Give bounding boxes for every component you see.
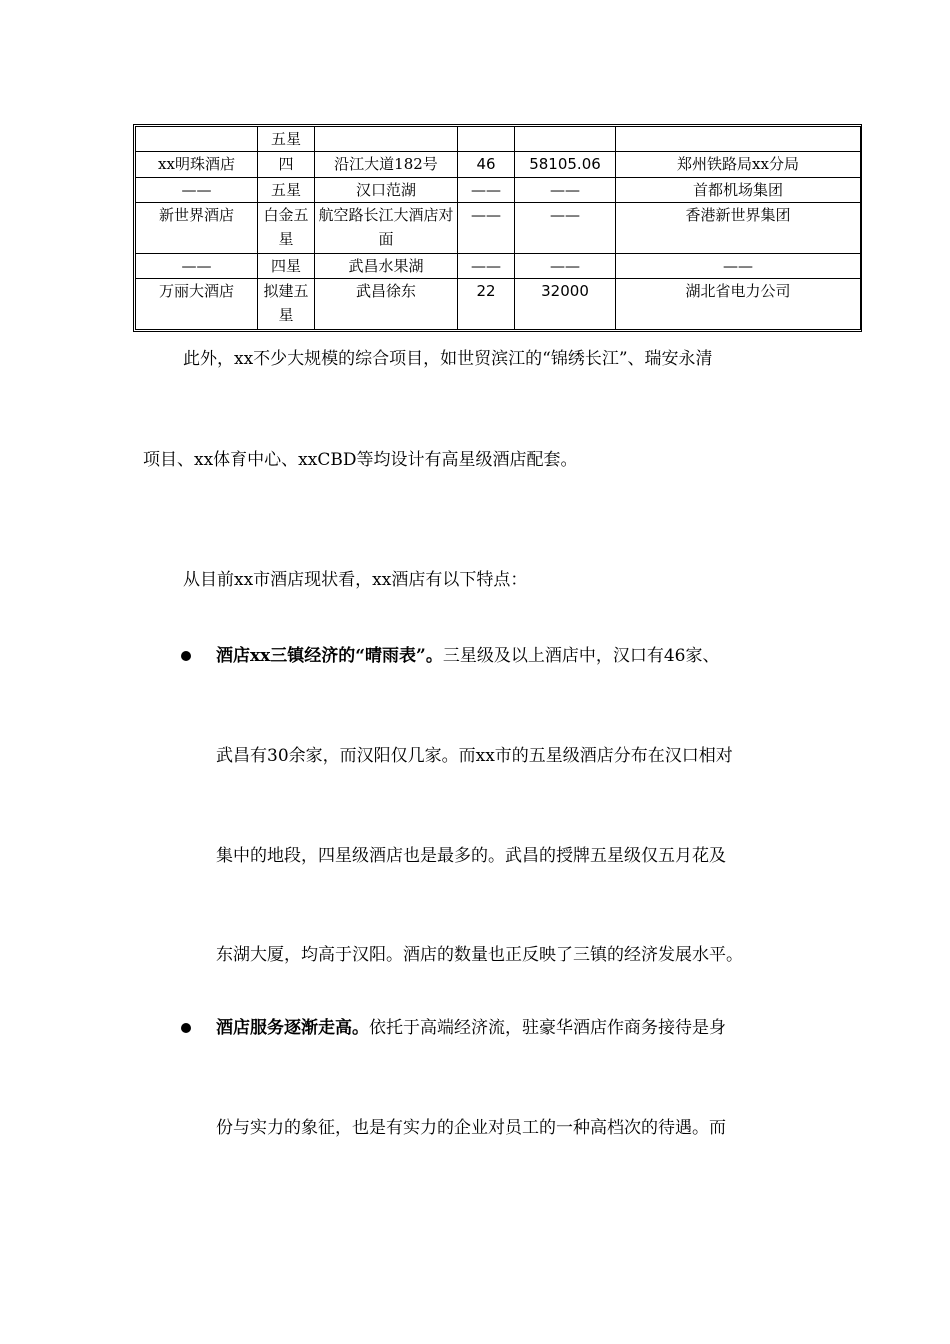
bullet-text: 武昌有30余家，而汉阳仅几家。而xx市的五星级酒店分布在汉口相对 <box>216 746 733 766</box>
bullet-item-line <box>216 645 719 667</box>
table-cell <box>515 127 616 152</box>
table-row <box>136 253 861 278</box>
table-cell: 拟建五星 <box>258 279 315 330</box>
bullet-text: 三星级及以上酒店中，汉口有46家、 <box>442 646 720 666</box>
table-cell: —— <box>515 177 616 202</box>
bullet-text: 东湖大厦，均高于汉阳。酒店的数量也正反映了三镇的经济发展水平。 <box>216 945 743 965</box>
hotel-table <box>135 126 861 330</box>
table-cell: —— <box>458 203 515 254</box>
paragraph-line: 从目前xx市酒店现状看，xx酒店有以下特点： <box>183 570 528 590</box>
table-row <box>136 127 861 152</box>
table-cell: —— <box>515 203 616 254</box>
table-cell: 沿江大道182号 <box>315 152 458 177</box>
table-cell <box>458 127 515 152</box>
table-row <box>136 279 861 330</box>
table-cell: 白金五星 <box>258 203 315 254</box>
table-cell: 五星 <box>258 177 315 202</box>
bullet-text: 份与实力的象征，也是有实力的企业对员工的一种高档次的待遇。而 <box>216 1118 726 1138</box>
table-cell <box>315 127 458 152</box>
table-cell: 22 <box>458 279 515 330</box>
table-cell: 汉口范湖 <box>315 177 458 202</box>
bullet-dot <box>181 651 191 661</box>
table-cell: —— <box>136 253 258 278</box>
bullet-item-line <box>216 1017 726 1039</box>
table-cell: 航空路长江大酒店对面 <box>315 203 458 254</box>
table-row <box>136 203 861 254</box>
table-cell: —— <box>515 253 616 278</box>
table-row <box>136 177 861 202</box>
table-cell: 郑州铁路局xx分局 <box>616 152 861 177</box>
table-cell: 新世界酒店 <box>136 203 258 254</box>
table-cell: 四星 <box>258 253 315 278</box>
paragraph-line: 此外，xx不少大规模的综合项目，如世贸滨江的“锦绣长江”、瑞安永清 <box>183 349 713 369</box>
bullet-heading: 酒店服务逐渐走高。 <box>216 1018 369 1038</box>
bullet-heading: 酒店xx三镇经济的“晴雨表”。 <box>216 646 443 666</box>
table-cell <box>136 127 258 152</box>
table-cell: —— <box>458 253 515 278</box>
table-cell: 香港新世界集团 <box>616 203 861 254</box>
table-cell <box>616 127 861 152</box>
table-cell: 首都机场集团 <box>616 177 861 202</box>
table-cell: —— <box>136 177 258 202</box>
bullet-text: 依托于高端经济流，驻豪华酒店作商务接待是身 <box>369 1018 726 1038</box>
bullet-text: 集中的地段，四星级酒店也是最多的。武昌的授牌五星级仅五月花及 <box>216 846 726 866</box>
table-cell: —— <box>458 177 515 202</box>
table-cell: 四 <box>258 152 315 177</box>
hotel-table-frame <box>133 124 862 332</box>
table-row <box>136 152 861 177</box>
table-cell: —— <box>616 253 861 278</box>
table-cell: 武昌徐东 <box>315 279 458 330</box>
table-cell: 湖北省电力公司 <box>616 279 861 330</box>
table-cell: 武昌水果湖 <box>315 253 458 278</box>
paragraph-line: 项目、xx体育中心、xxCBD等均设计有高星级酒店配套。 <box>143 450 578 470</box>
table-cell: 46 <box>458 152 515 177</box>
table-cell: 万丽大酒店 <box>136 279 258 330</box>
table-cell: 32000 <box>515 279 616 330</box>
table-cell: 五星 <box>258 127 315 152</box>
bullet-dot <box>181 1023 191 1033</box>
table-cell: 58105.06 <box>515 152 616 177</box>
table-cell: xx明珠酒店 <box>136 152 258 177</box>
